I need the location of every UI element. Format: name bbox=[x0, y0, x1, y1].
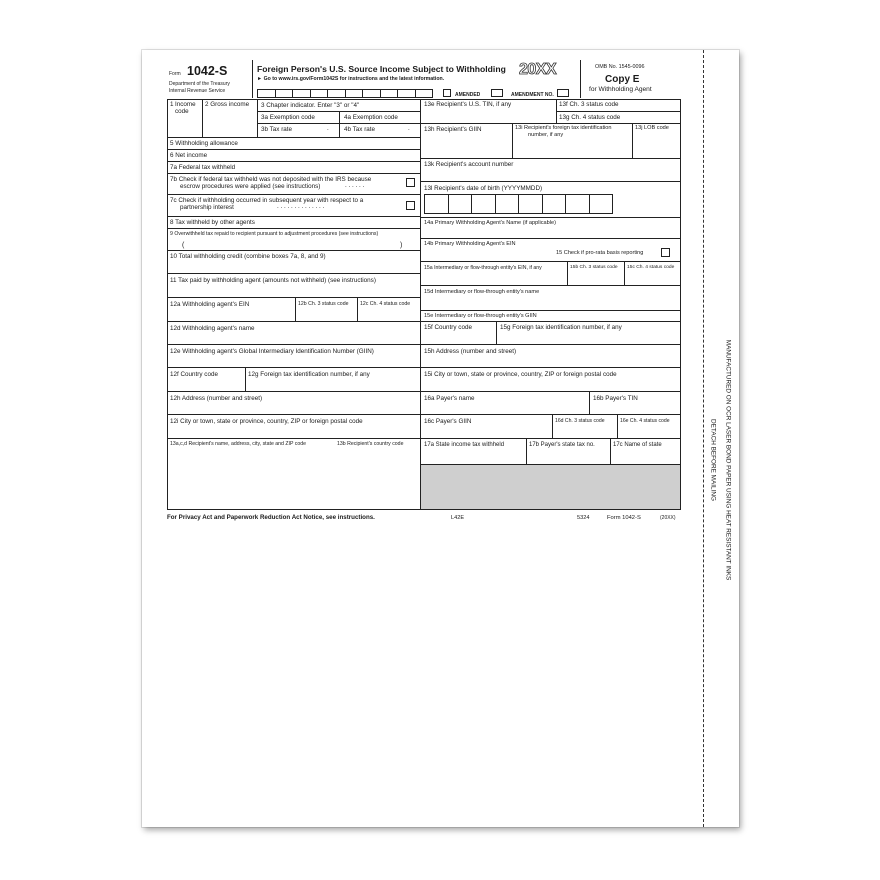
box-15b-label: 15b Ch. 3 status code bbox=[570, 265, 618, 270]
box-3a-divider bbox=[339, 111, 340, 137]
center-divider bbox=[420, 99, 421, 509]
form-number: 1042-S bbox=[187, 64, 228, 78]
line-15f bbox=[420, 344, 681, 345]
header-divider-right bbox=[580, 60, 581, 98]
form-word: Form bbox=[169, 71, 181, 77]
unique-id-box-5[interactable] bbox=[327, 89, 346, 98]
line-15i bbox=[420, 391, 681, 392]
dob-box-1[interactable] bbox=[424, 194, 449, 214]
box-15f-label: 15f Country code bbox=[424, 324, 472, 331]
footer-code: L42E bbox=[451, 515, 465, 521]
box-13l-label: 13l Recipient's date of birth (YYYYMMDD) bbox=[424, 185, 543, 192]
box-7a-label: 7a Federal tax withheld bbox=[170, 164, 236, 171]
line-12i bbox=[167, 438, 420, 439]
box-13e-label: 13e Recipient's U.S. TIN, if any bbox=[424, 101, 512, 108]
box-7b-line2: escrow procedures were applied (see instructions) bbox=[180, 183, 321, 190]
box-17b-label: 17b Payer's state tax no. bbox=[529, 442, 595, 448]
box-14a-label: 14a Primary Withholding Agent's Name (if applicable) bbox=[424, 220, 556, 226]
amended-checkbox[interactable] bbox=[443, 89, 451, 97]
perforation-line bbox=[703, 50, 704, 827]
omb-number: OMB No. 1545-0096 bbox=[595, 64, 645, 70]
line-13h bbox=[420, 158, 681, 159]
box-3a-label: 3a Exemption code bbox=[261, 114, 315, 121]
dob-box-3[interactable] bbox=[471, 194, 496, 214]
box-7b-line1: 7b Check if federal tax withheld was not deposited with the IRS because bbox=[170, 176, 372, 183]
box-13i-line1: 13i Recipient's foreign tax identification bbox=[515, 125, 612, 131]
box-7c-dots: . . . . . . . . . . . . . . bbox=[277, 203, 325, 210]
line-15a bbox=[420, 285, 681, 286]
box-12f-divider bbox=[245, 367, 246, 391]
box-3-label: 3 Chapter indicator. Enter "3" or "4" bbox=[261, 102, 360, 109]
box-12e-label: 12e Withholding agent's Global Intermediary Identification Number (GIIN) bbox=[170, 348, 374, 355]
box-9-label: 9 Overwithheld tax repaid to recipient pursuant to adjustment procedures (see instructions) bbox=[170, 231, 379, 237]
box-17b-divider bbox=[610, 438, 611, 464]
detach-text: DETACH BEFORE MAILING bbox=[709, 419, 717, 501]
unique-id-box-1[interactable] bbox=[257, 89, 276, 98]
box-15e-label: 15e Intermediary or flow-through entity's GIIN bbox=[424, 313, 537, 319]
line-6 bbox=[167, 161, 420, 162]
line-13k bbox=[420, 181, 681, 182]
form-title: Foreign Person's U.S. Source Income Subject to Withholding bbox=[257, 64, 506, 74]
box-13g-label: 13g Ch. 4 status code bbox=[559, 114, 621, 121]
footer-form: Form 1042-S bbox=[607, 515, 641, 521]
box-1-label: 1 bbox=[170, 101, 174, 108]
unique-id-box-2[interactable] bbox=[275, 89, 294, 98]
box-2-divider bbox=[257, 99, 258, 137]
box-9-paren-open: ( bbox=[182, 242, 185, 249]
box-7c-checkbox[interactable] bbox=[406, 201, 415, 210]
dob-box-4[interactable] bbox=[495, 194, 520, 214]
box-15g-label: 15g Foreign tax identification number, if any bbox=[500, 324, 622, 331]
box-15c-label: 15c Ch. 4 status code bbox=[627, 265, 675, 270]
box-13b-label: 13b Recipient's country code bbox=[337, 441, 404, 447]
line-3a bbox=[257, 123, 420, 124]
box-12f-label: 12f Country code bbox=[170, 371, 218, 378]
box-16e-label: 16e Ch. 4 status code bbox=[620, 418, 670, 424]
box-9-paren-close: ) bbox=[400, 242, 403, 249]
box-15d-label: 15d Intermediary or flow-through entity's name bbox=[424, 289, 540, 295]
line-7b bbox=[167, 194, 420, 195]
box-12a-divider bbox=[295, 297, 296, 321]
box-7b-dots: . . . . . . bbox=[345, 182, 365, 189]
box-13h-divider bbox=[512, 123, 513, 158]
box-15a-label: 15a Intermediary or flow-through entity's EIN, if any bbox=[424, 265, 542, 271]
box-13h-label: 13h Recipient's GIIN bbox=[424, 126, 482, 133]
box-13k-label: 13k Recipient's account number bbox=[424, 161, 514, 168]
line-12a bbox=[167, 321, 420, 322]
box-16a-label: 16a Payer's name bbox=[424, 395, 475, 402]
header-divider-left bbox=[252, 60, 253, 98]
line-11 bbox=[167, 297, 420, 298]
amended-checkbox-2[interactable] bbox=[491, 89, 503, 97]
box-10-label: 10 Total withholding credit (combine boxes 7a, 8, and 9) bbox=[170, 253, 326, 260]
privacy-notice: For Privacy Act and Paperwork Reduction Act Notice, see instructions. bbox=[167, 514, 375, 521]
year-outline: 20XX bbox=[519, 61, 557, 78]
box-4b-dot: . bbox=[408, 125, 410, 132]
box-15-label: 15 Check if pro-rata basis reporting bbox=[556, 250, 644, 256]
copy-label: Copy E bbox=[605, 74, 640, 85]
line-8 bbox=[167, 228, 420, 229]
line-13e bbox=[420, 123, 681, 124]
unique-id-box-9[interactable] bbox=[397, 89, 416, 98]
line-15e bbox=[420, 321, 681, 322]
box-12b-label: 12b Ch. 3 status code bbox=[298, 301, 349, 307]
frame-top bbox=[167, 99, 681, 100]
line-12f bbox=[167, 391, 420, 392]
unique-id-box-10[interactable] bbox=[415, 89, 434, 98]
box-13acd-label: 13a,c,d Recipient's name, address, city, state and ZIP code bbox=[170, 441, 307, 447]
box-2-label: 2 Gross income bbox=[205, 101, 250, 108]
box-15-checkbox[interactable] bbox=[661, 248, 670, 257]
box-15i-label: 15i City or town, state or province, country, ZIP or foreign postal code bbox=[424, 371, 617, 378]
shaded-area bbox=[421, 465, 680, 509]
box-5-label: 5 Withholding allowance bbox=[170, 140, 238, 147]
dob-box-6[interactable] bbox=[542, 194, 567, 214]
line-15h bbox=[420, 367, 681, 368]
line-9 bbox=[167, 250, 420, 251]
line-7c bbox=[167, 216, 420, 217]
box-13j-label: 13j LOB code bbox=[635, 125, 669, 131]
manufactured-text: MANUFACTURED ON OCR LASER BOND PAPER USING HEAT RESISTANT INKS bbox=[724, 339, 732, 581]
line-16a bbox=[420, 414, 681, 415]
box-12d-label: 12d Withholding agent's name bbox=[170, 325, 255, 332]
box-7c-line1: 7c Check if withholding occurred in subsequent year with respect to a bbox=[170, 197, 364, 204]
box-16a-divider bbox=[589, 391, 590, 414]
box-16d-divider bbox=[617, 414, 618, 438]
box-1-divider bbox=[202, 99, 203, 137]
line-14b bbox=[420, 261, 681, 262]
line-12h bbox=[167, 414, 420, 415]
line-13l bbox=[420, 217, 681, 218]
line-15d bbox=[420, 310, 681, 311]
box-16c-label: 16c Payer's GIIN bbox=[424, 418, 472, 425]
frame-bottom bbox=[167, 509, 681, 510]
amendment-no-label: AMENDMENT NO. bbox=[511, 92, 554, 98]
box-7b-checkbox[interactable] bbox=[406, 178, 415, 187]
dept-text: Department of the Treasury bbox=[169, 81, 230, 87]
line-14a bbox=[420, 238, 681, 239]
unique-id-box-8[interactable] bbox=[380, 89, 399, 98]
box-12a-label: 12a Withholding agent's EIN bbox=[170, 301, 250, 308]
footer-year: (20XX) bbox=[660, 515, 676, 521]
copy-sub: for Withholding Agent bbox=[589, 86, 652, 93]
box-4a-label: 4a Exemption code bbox=[344, 114, 398, 121]
box-3b-dot: . bbox=[327, 125, 329, 132]
irs-text: Internal Revenue Service bbox=[169, 88, 226, 94]
box-17a-divider bbox=[526, 438, 527, 464]
box-7c-line2: partnership interest bbox=[180, 204, 234, 211]
amendment-no-box[interactable] bbox=[557, 89, 569, 97]
box-15b-divider bbox=[624, 261, 625, 285]
box-12g-label: 12g Foreign tax identification number, if any bbox=[248, 371, 370, 378]
box-17a-label: 17a State income tax withheld bbox=[424, 442, 505, 448]
line-10 bbox=[167, 273, 420, 274]
box-17c-label: 17c Name of state bbox=[613, 442, 662, 448]
box-1-code: code bbox=[175, 108, 189, 115]
line-1 bbox=[167, 137, 420, 138]
box-13i-line2: number, if any bbox=[528, 132, 564, 138]
dob-box-2[interactable] bbox=[448, 194, 473, 214]
line-12d bbox=[167, 344, 420, 345]
dob-box-7[interactable] bbox=[565, 194, 590, 214]
dob-box-5[interactable] bbox=[518, 194, 543, 214]
unique-id-box-6[interactable] bbox=[345, 89, 364, 98]
box-13f-label: 13f Ch. 3 status code bbox=[559, 101, 619, 108]
box-16c-divider bbox=[552, 414, 553, 438]
box-12h-label: 12h Address (number and street) bbox=[170, 395, 263, 402]
box-3b-label: 3b Tax rate bbox=[261, 126, 293, 133]
goto-instructions: ► Go to www.irs.gov/Form1042S for instructions and the latest information. bbox=[257, 76, 445, 82]
box-6-label: 6 Net income bbox=[170, 152, 208, 159]
box-14b-label: 14b Primary Withholding Agent's EIN bbox=[424, 241, 516, 247]
box-12b-divider bbox=[357, 297, 358, 321]
box-12i-label: 12i City or town, state or province, country, ZIP or foreign postal code bbox=[170, 418, 363, 425]
line-13f bbox=[556, 111, 681, 112]
amended-label: AMENDED bbox=[455, 92, 481, 98]
box-8-label: 8 Tax withheld by other agents bbox=[170, 219, 255, 226]
line-7a bbox=[167, 173, 420, 174]
footer-cat: 5324 bbox=[577, 515, 590, 521]
box-4b-label: 4b Tax rate bbox=[344, 126, 376, 133]
line-5 bbox=[167, 149, 420, 150]
box-11-label: 11 Tax paid by withholding agent (amounts not withheld) (see instructions) bbox=[170, 277, 376, 284]
dob-box-8[interactable] bbox=[589, 194, 614, 214]
line-12e bbox=[167, 367, 420, 368]
frame-right bbox=[680, 99, 681, 509]
unique-id-box-4[interactable] bbox=[310, 89, 329, 98]
box-13i-divider bbox=[632, 123, 633, 158]
box-15a-divider bbox=[567, 261, 568, 285]
box-12c-label: 12c Ch. 4 status code bbox=[360, 301, 411, 307]
form-1042s bbox=[167, 60, 681, 521]
unique-id-box-7[interactable] bbox=[362, 89, 381, 98]
box-1-income: Income bbox=[175, 101, 196, 108]
line-16c bbox=[420, 438, 681, 439]
box-16b-label: 16b Payer's TIN bbox=[593, 395, 638, 402]
box-15f-divider bbox=[496, 321, 497, 344]
unique-id-box-3[interactable] bbox=[292, 89, 311, 98]
box-15h-label: 15h Address (number and street) bbox=[424, 348, 517, 355]
box-16d-label: 16d Ch. 3 status code bbox=[555, 418, 605, 424]
